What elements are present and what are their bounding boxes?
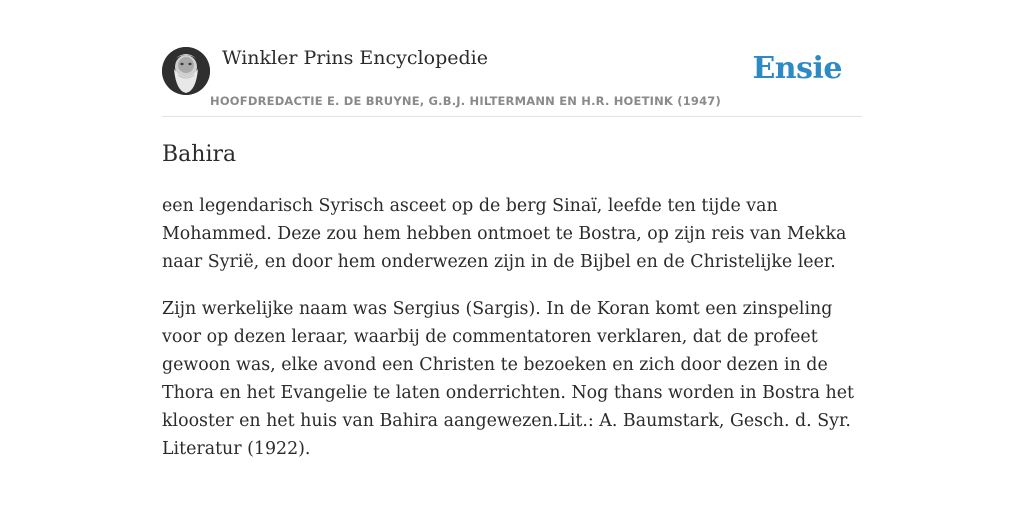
ensie-logo-link[interactable]: Ensie: [752, 51, 842, 86]
book-header: [162, 0, 862, 117]
book-title[interactable]: Winkler Prins Encyclopedie: [222, 47, 488, 69]
author-avatar[interactable]: [162, 47, 210, 95]
entry-title: Bahira: [162, 142, 237, 167]
entry-paragraph: Zijn werkelijke naam was Sergius (Sargis). In de Koran komt een zinspeling voor op dezen leraar, waarbij de commentatoren verklaren, dat de profeet gewoon was, elke avond een Christen te bezoeken en zich door dezen in de Thora en het Evangelie te laten onderrichten. Nog thans worden in Bostra het klooster en het huis van Bahira aangewezen.Lit.: A. Baumstark, Gesch. d. Syr. Literatur (1922).: [162, 299, 854, 459]
bearded-man-portrait-icon: [162, 47, 210, 95]
page-container: [162, 0, 862, 459]
entry-body: [162, 192, 872, 482]
entry-paragraph: een legendarisch Syrisch asceet op de berg Sinaï, leefde ten tijde van Mohammed. Deze zou hem hebben ontmoet te Bostra, op zijn reis van Mekka naar Syrië, en door hem onderwezen zijn in de Bijbel en de Christelijke leer.: [162, 196, 847, 272]
editors-subtitle: HOOFDREDACTIE E. DE BRUYNE, G.B.J. HILTERMANN EN H.R. HOETINK (1947): [210, 94, 721, 108]
